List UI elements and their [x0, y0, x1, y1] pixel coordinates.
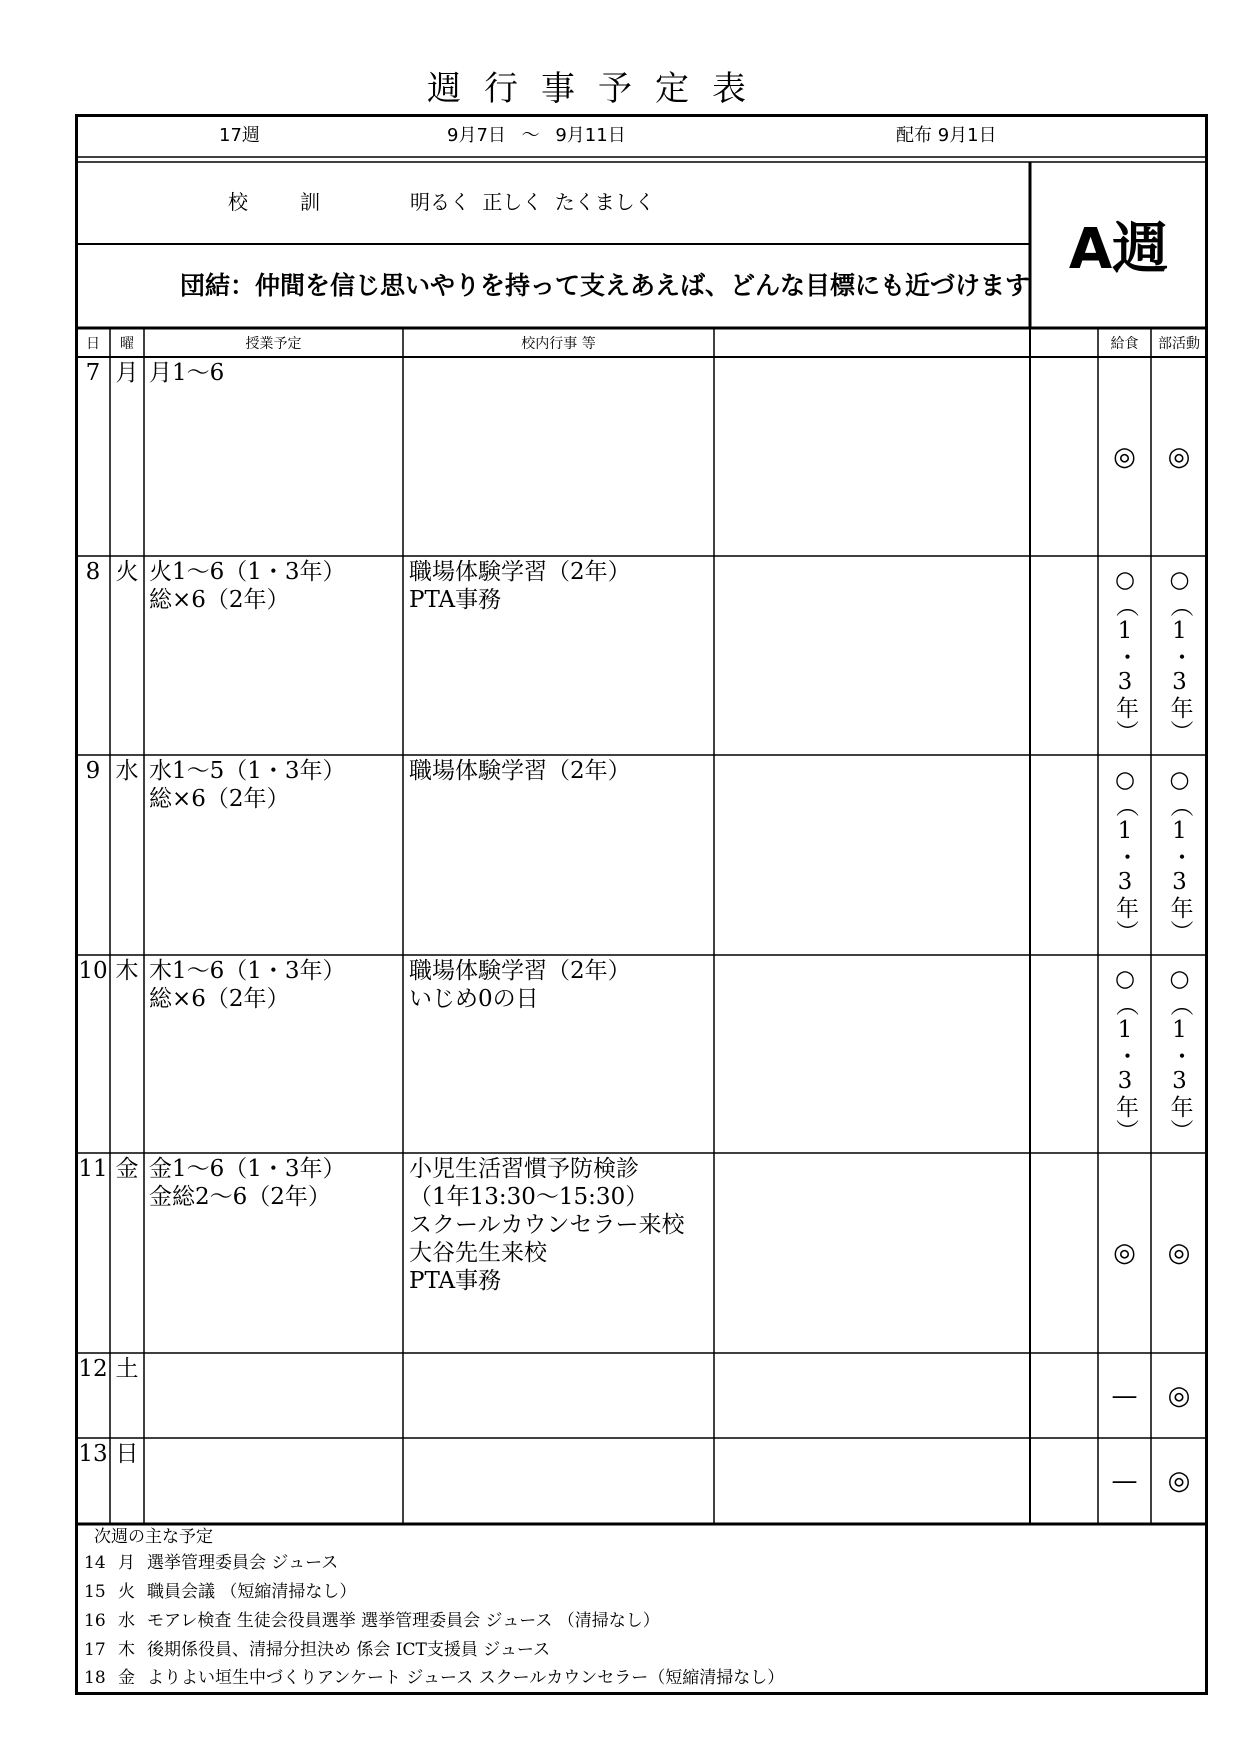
- row-lunch-cell: [1098, 755, 1151, 955]
- row-lunch: ○（1・3年）: [1112, 766, 1138, 944]
- row-events: 職場体験学習（2年）: [409, 758, 631, 784]
- row-events: [403, 357, 714, 556]
- week-type-badge: A週: [1068, 217, 1169, 282]
- page-title: 週行事予定表: [427, 69, 769, 109]
- next-week-dow: 月: [118, 1553, 135, 1573]
- column-header-club: 部活動: [1158, 336, 1200, 352]
- row-classes: 木1～6（1・3年） 総×6（2年）: [149, 958, 346, 1012]
- row-dow: 金: [115, 1156, 139, 1182]
- motto-text: 明るく 正しく たくましく: [410, 190, 655, 214]
- motto-label: 校訓: [228, 190, 372, 214]
- row-dow: 土: [115, 1356, 139, 1382]
- next-week-item: [0, 1664, 1240, 1693]
- row-lunch-cell: [1098, 556, 1151, 755]
- row-club: ○（1・3年）: [1166, 965, 1193, 1143]
- row-date: 8: [85, 559, 101, 585]
- row-classes: 火1～6（1・3年） 総×6（2年）: [149, 559, 346, 613]
- row-date: 13: [78, 1441, 108, 1467]
- row-classes: [144, 1353, 403, 1438]
- next-week-item: [0, 1578, 1240, 1607]
- row-date: 12: [78, 1356, 108, 1382]
- row-dow: 月: [115, 360, 139, 386]
- next-week-text: 職員会議 （短縮清掃なし）: [147, 1582, 357, 1602]
- distribution-date: 配布 9月1日: [896, 125, 997, 146]
- next-week-dow: 木: [118, 1640, 135, 1660]
- schedule-row: [0, 1153, 1240, 1353]
- row-dow: 日: [115, 1441, 139, 1467]
- row-club: ◎: [1167, 1466, 1191, 1496]
- next-week-item: [0, 1636, 1240, 1665]
- row-lunch: ◎: [1113, 1238, 1136, 1268]
- next-week-date: 17: [84, 1640, 106, 1660]
- row-date: 9: [85, 758, 101, 784]
- next-week-dow: 金: [118, 1668, 135, 1688]
- next-week-text: 後期係役員、清掃分担決め 係会 ICT支援員 ジュース: [147, 1640, 551, 1660]
- schedule-row: [0, 1438, 1240, 1524]
- row-events: 小児生活習慣予防検診 （1年13:30～15:30） スクールカウンセラー来校 大谷先生来校 PTA事務: [409, 1156, 685, 1294]
- row-dow: 水: [115, 758, 139, 784]
- row-events: [403, 1438, 714, 1524]
- schedule-row: [0, 357, 1240, 556]
- next-week-item: [0, 1549, 1240, 1578]
- week-period: 9月7日 ～ 9月11日: [447, 125, 626, 146]
- row-classes: [144, 1438, 403, 1524]
- schedule-row: [0, 755, 1240, 955]
- row-dow: 木: [115, 958, 139, 984]
- next-week-text: よりよい垣生中づくりアンケート ジュース スクールカウンセラー（短縮清掃なし）: [147, 1668, 785, 1688]
- row-events: [403, 1353, 714, 1438]
- row-classes: 水1～5（1・3年） 総×6（2年）: [149, 758, 346, 812]
- row-lunch: —: [1111, 1466, 1138, 1496]
- row-dow: 火: [115, 559, 139, 585]
- row-classes: 月1～6: [149, 360, 225, 386]
- row-events: 職場体験学習（2年） PTA事務: [409, 559, 631, 613]
- next-week-text: モアレ検査 生徒会役員選挙 選挙管理委員会 ジュース （清掃なし）: [147, 1611, 660, 1631]
- next-week-date: 14: [84, 1553, 106, 1573]
- row-lunch-cell: [1098, 955, 1151, 1153]
- next-week-dow: 火: [118, 1582, 135, 1602]
- row-events: 職場体験学習（2年） いじめ0の日: [409, 958, 631, 1012]
- next-week-date: 15: [84, 1582, 106, 1602]
- schedule-row: [0, 556, 1240, 755]
- next-week-date: 18: [84, 1668, 106, 1688]
- row-club: ○（1・3年）: [1166, 766, 1193, 944]
- next-week-item: [0, 1607, 1240, 1636]
- row-lunch: ○（1・3年）: [1112, 965, 1138, 1143]
- next-week-date: 16: [84, 1611, 106, 1631]
- row-club: ○（1・3年）: [1166, 567, 1193, 744]
- next-week-dow: 水: [118, 1611, 135, 1631]
- next-week-text: 選挙管理委員会 ジュース: [147, 1553, 339, 1573]
- row-lunch: —: [1111, 1380, 1138, 1411]
- row-classes: 金1～6（1・3年） 金総2～6（2年）: [149, 1156, 346, 1210]
- week-number: 17週: [219, 125, 260, 146]
- slogan: 団結：仲間を信じ思いやりを持って支えあえば、どんな目標にも近づけます: [180, 271, 1031, 300]
- row-club: ◎: [1167, 441, 1191, 472]
- row-club-cell: [1151, 556, 1207, 755]
- column-header-date: 日: [86, 336, 100, 352]
- column-header-lunch: 給食: [1110, 336, 1139, 352]
- row-club-cell: [1151, 755, 1207, 955]
- row-club: ◎: [1167, 1238, 1191, 1268]
- row-date: 7: [85, 360, 101, 386]
- next-week-title: 次週の主な予定: [94, 1527, 213, 1547]
- row-club-cell: [1151, 955, 1207, 1153]
- row-lunch: ○（1・3年）: [1112, 567, 1138, 744]
- row-date: 11: [78, 1156, 108, 1182]
- schedule-row: [0, 1353, 1240, 1438]
- column-header-classes: 授業予定: [245, 336, 302, 352]
- schedule-row: [0, 955, 1240, 1153]
- column-header-events: 校内行事 等: [521, 336, 596, 352]
- column-header-dow: 曜: [120, 336, 134, 352]
- row-date: 10: [78, 958, 108, 984]
- row-lunch: ◎: [1113, 441, 1136, 472]
- row-club: ◎: [1167, 1380, 1191, 1411]
